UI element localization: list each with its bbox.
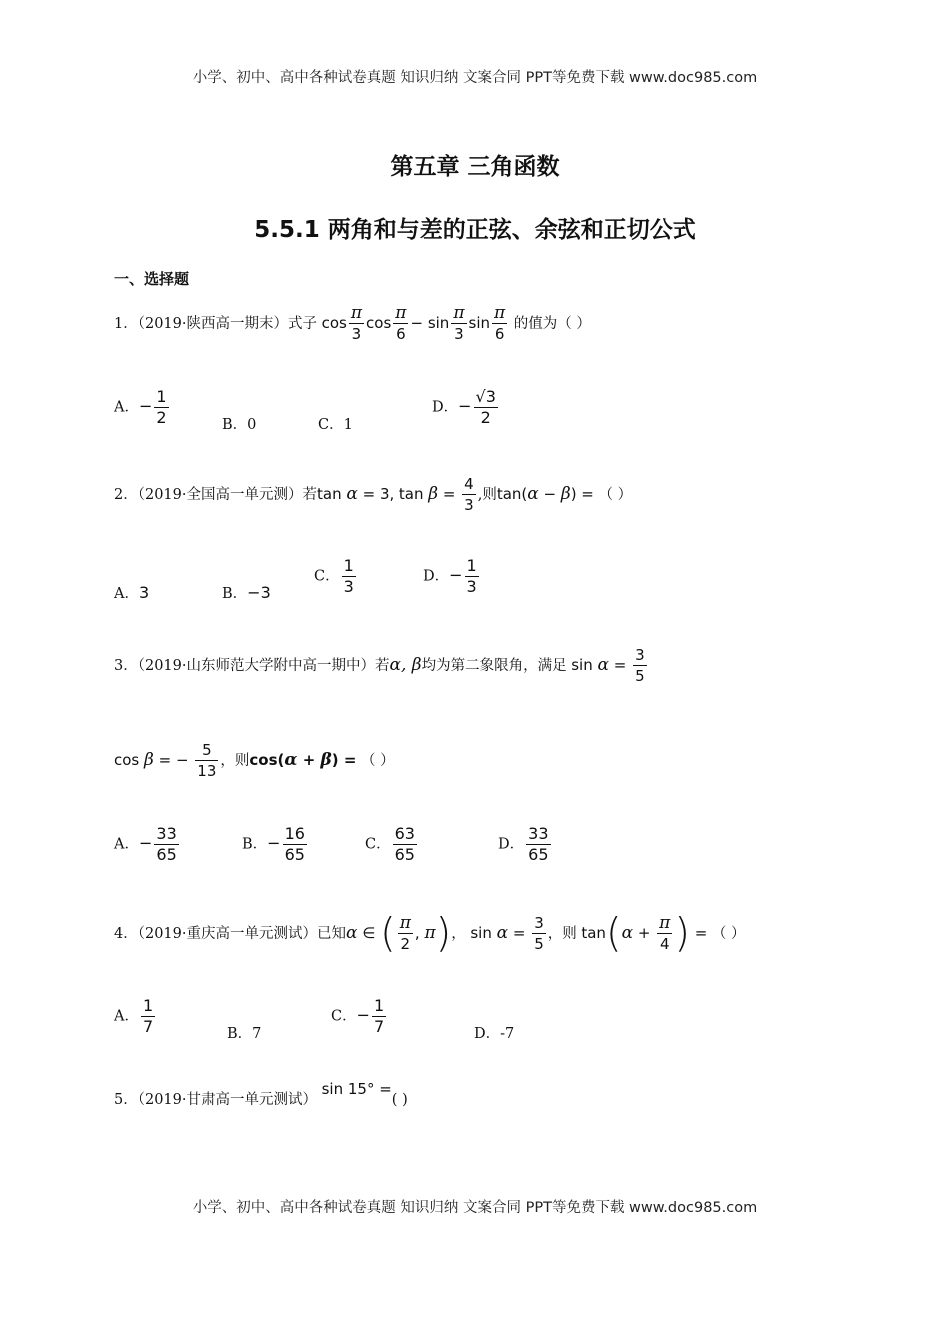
q2-option-a[interactable]: A．3 (114, 583, 150, 602)
q4-option-c[interactable]: C．− $\frac{1}{7}$ (331, 996, 385, 1036)
page-footer: 小学、初中、高中各种试卷真题 知识归纳 文案合同 PPT等免费下载 www.doc985.com (192, 1200, 758, 1216)
question-1 (114, 303, 591, 344)
question-suffix: 的值为（ ） (513, 316, 591, 332)
q1-option-a[interactable]: A．− $\frac{1}{2}$ (114, 387, 167, 427)
formula-tan-sum: tan(α + $\frac{\pi}{4}$ ) = (581, 910, 708, 957)
q1-option-b[interactable]: B．0 (222, 417, 257, 433)
formula-tan-alpha: tan α = 3, (317, 484, 395, 504)
question-4: 4．（2019·重庆高一单元测试）已知α ∈ ( $\frac{\pi}{2}$ , π)， sin α = $\frac{3}{5}$ ，则 tan(α + $\frac{\pi}{4}$ ) = （ ） (114, 910, 746, 957)
formula-tan-diff: tan(α − β) = (496, 484, 594, 504)
formula-sin-alpha-4: sin α = $\frac{3}{5}$ (470, 914, 544, 953)
section-title: 5.5.1 两角和与差的正弦、余弦和正切公式 (254, 217, 696, 243)
q4-option-d[interactable]: D．-7 (474, 1026, 515, 1042)
q1-option-d[interactable]: D．− $\frac{√3}{2}$ (432, 387, 496, 427)
formula-alpha-beta: α, β (389, 655, 422, 675)
formula-expression: cos $\frac{\pi}{3}$ cos $\frac{\pi}{6}$ − sin $\frac{\pi}{3}$ sin $\frac{\pi}{6}$ (321, 303, 506, 343)
formula-sin-15: sin 15° = (321, 1080, 392, 1098)
question-3: 3．（2019·山东师范大学附中高一期中）若α, β均为第二象限角，满足 sin α = $\frac{3}{5}$ (114, 645, 649, 686)
q1-option-c[interactable]: C．1 (318, 417, 353, 433)
q3-option-a[interactable]: A．− $\frac{33}{65}$ (114, 824, 177, 864)
page-header: 小学、初中、高中各种试卷真题 知识归纳 文案合同 PPT等免费下载 www.doc985.com (192, 70, 758, 86)
question-3-line-2: cos β = − $\frac{5}{13}$ ，则cos(α + β) = （ ） (114, 741, 395, 780)
q3-option-d[interactable]: D． $\frac{33}{65}$ (498, 824, 549, 864)
formula-tan-beta: tan β = $\frac{4}{3}$ (398, 475, 474, 514)
formula-cos-sum: cos(α + β) = (249, 750, 357, 770)
q2-option-b[interactable]: B．−3 (222, 583, 271, 602)
q2-option-c[interactable]: C． $\frac{1}{3}$ (314, 556, 354, 596)
question-number: 1． (114, 316, 138, 332)
formula-cos-beta: cos β = − $\frac{5}{13}$ (114, 741, 217, 780)
q4-option-a[interactable]: A． $\frac{1}{7}$ (114, 996, 154, 1036)
q2-option-d[interactable]: D．− $\frac{1}{3}$ (423, 556, 477, 596)
question-prefix: 式子 (288, 316, 317, 332)
question-5: 5．（2019·甘肃高一单元测试） sin 15° =( ) (114, 1080, 408, 1108)
question-2: 2．（2019·全国高一单元测）若tan α = 3, tan β = $\frac{4}{3}$ ,则tan(α − β) = （ ） (114, 475, 633, 514)
part-title: 一、选择题 (114, 270, 190, 288)
formula-alpha-interval: α ∈ ( $\frac{\pi}{2}$ , π) (346, 910, 452, 957)
q4-option-b[interactable]: B．7 (227, 1026, 262, 1042)
question-source: （2019·陕西高一期末） (137, 316, 288, 332)
chapter-title: 第五章 三角函数 (390, 154, 560, 180)
q3-option-b[interactable]: B．− $\frac{16}{65}$ (242, 824, 305, 864)
q3-option-c[interactable]: C． $\frac{63}{65}$ (365, 824, 415, 864)
formula-sin-alpha: sin α = $\frac{3}{5}$ (571, 646, 645, 685)
